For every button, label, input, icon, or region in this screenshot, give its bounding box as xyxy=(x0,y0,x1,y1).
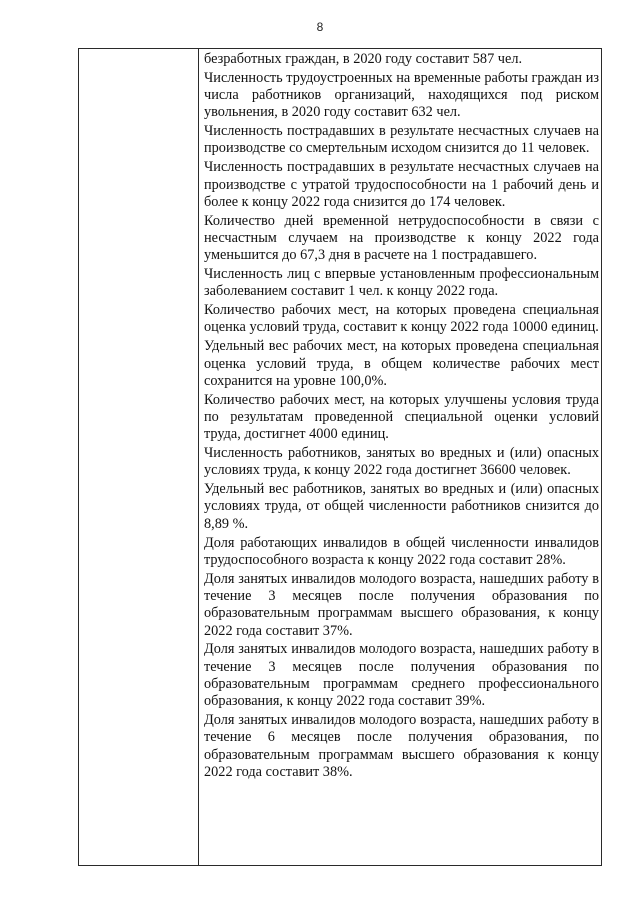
page-number: 8 xyxy=(316,20,324,34)
paragraph: Количество рабочих мест, на которых проведена специальная оценка условий труда, составит к концу 2022 года 10000 единиц. xyxy=(204,302,599,336)
document-table xyxy=(78,48,602,866)
paragraph: Численность работников, занятых во вредных и (или) опасных условиях труда, к концу 2022 года достигнет 36600 человек. xyxy=(204,445,599,479)
paragraph: Доля работающих инвалидов в общей численности инвалидов трудоспособного возраста к концу 2022 года составит 28%. xyxy=(204,534,599,568)
paragraph: Удельный вес работников, занятых во вредных и (или) опасных условиях труда, от общей численности работников снизится до 8,89 %. xyxy=(204,481,599,532)
paragraph: Численность пострадавших в результате несчастных случаев на производстве со смертельным исходом снизится до 11 человек. xyxy=(204,123,599,157)
paragraph: Доля занятых инвалидов молодого возраста, нашедших работу в течение 3 месяцев после получения образования по образовательным программам высшего образования, к концу 2022 года составит 37%. xyxy=(204,570,599,639)
paragraph: Численность пострадавших в результате несчастных случаев на производстве с утратой трудоспособности на 1 рабочий день и более к концу 2022 года снизится до 174 человек. xyxy=(204,159,599,210)
paragraph: Доля занятых инвалидов молодого возраста, нашедших работу в течение 6 месяцев после получения образования, по образовательным программам высшего образования к концу 2022 года составит 38%. xyxy=(204,711,599,780)
paragraph: Численность трудоустроенных на временные работы граждан из числа работников организаций, находящихся под риском увольнения, в 2020 году составит 632 чел. xyxy=(204,69,599,121)
table-content-cell xyxy=(204,51,599,865)
paragraph: Количество дней временной нетрудоспособности в связи с несчастным случаем на производстве к концу 2022 года уменьшится до 67,3 дня в расчете на 1 пострадавшего. xyxy=(204,212,599,264)
paragraph: Доля занятых инвалидов молодого возраста, нашедших работу в течение 3 месяцев после получения образования по образовательным программам среднего профессионального образования, к концу 2022 года составит 39%. xyxy=(204,641,599,710)
paragraph: Количество рабочих мест, на которых улучшены условия труда по результатам проведенной специальной оценки условий труда, достигнет 4000 единиц. xyxy=(204,391,599,443)
table-column-divider xyxy=(198,49,199,865)
paragraph: Удельный вес рабочих мест, на которых проведена специальная оценка условий труда, в общем количестве рабочих мест сохранится на уровне 100,0%. xyxy=(204,338,599,389)
paragraph: Численность лиц с впервые установленным профессиональным заболеванием составит 1 чел. к концу 2022 года. xyxy=(204,266,599,300)
paragraph: безработных граждан, в 2020 году составит 587 чел. xyxy=(204,51,523,67)
